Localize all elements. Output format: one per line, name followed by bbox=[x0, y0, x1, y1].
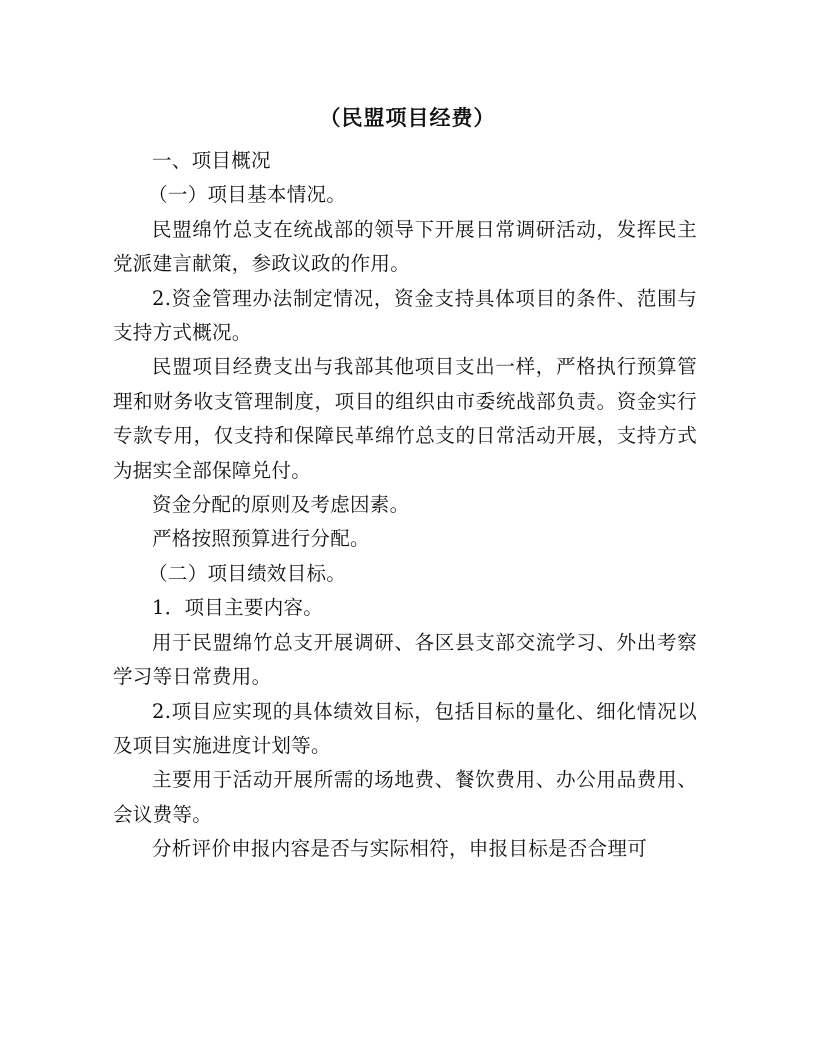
paragraph-allocation-heading: 资金分配的原则及考虑因素。 bbox=[152, 493, 410, 517]
paragraph-content-heading: 1．项目主要内容。 bbox=[152, 596, 324, 620]
document-title: （民盟项目经费） bbox=[319, 105, 496, 130]
paragraph-funding-rules-heading: 2.资金管理办法制定情况，资金支持具体项目的条件、范围与支持方式概况。 bbox=[113, 286, 697, 345]
paragraph-funding-rules: 民盟项目经费支出与我部其他项目支出一样，严格执行预算管理和财务收支管理制度，项目的组织由市委统战部负责。资金实行专款专用，仅支持和保障民革绵竹总支的日常活动开展，支持方式为据实全部保障兑付。 bbox=[113, 355, 697, 482]
document-body bbox=[113, 144, 697, 867]
paragraph-allocation: 严格按照预算进行分配。 bbox=[152, 527, 370, 551]
paragraph-targets-heading: 2.项目应实现的具体绩效目标，包括目标的量化、细化情况以及项目实施进度计划等。 bbox=[113, 699, 697, 757]
subsection-heading-basic-info: （一）项目基本情况。 bbox=[148, 183, 347, 207]
subsection-heading-performance: （二）项目绩效目标。 bbox=[148, 561, 347, 585]
paragraph-basic-info: 民盟绵竹总支在统战部的领导下开展日常调研活动，发挥民主党派建言献策，参政议政的作用。 bbox=[113, 217, 697, 276]
section-heading-overview: 一、项目概况 bbox=[152, 149, 271, 172]
paragraph-targets: 主要用于活动开展所需的场地费、餐饮费用、办公用品费用、会议费等。 bbox=[113, 768, 697, 826]
paragraph-evaluation: 分析评价申报内容是否与实际相符，申报目标是否合理可 bbox=[152, 837, 648, 861]
paragraph-content: 用于民盟绵竹总支开展调研、各区县支部交流学习、外出考察学习等日常费用。 bbox=[113, 630, 697, 689]
